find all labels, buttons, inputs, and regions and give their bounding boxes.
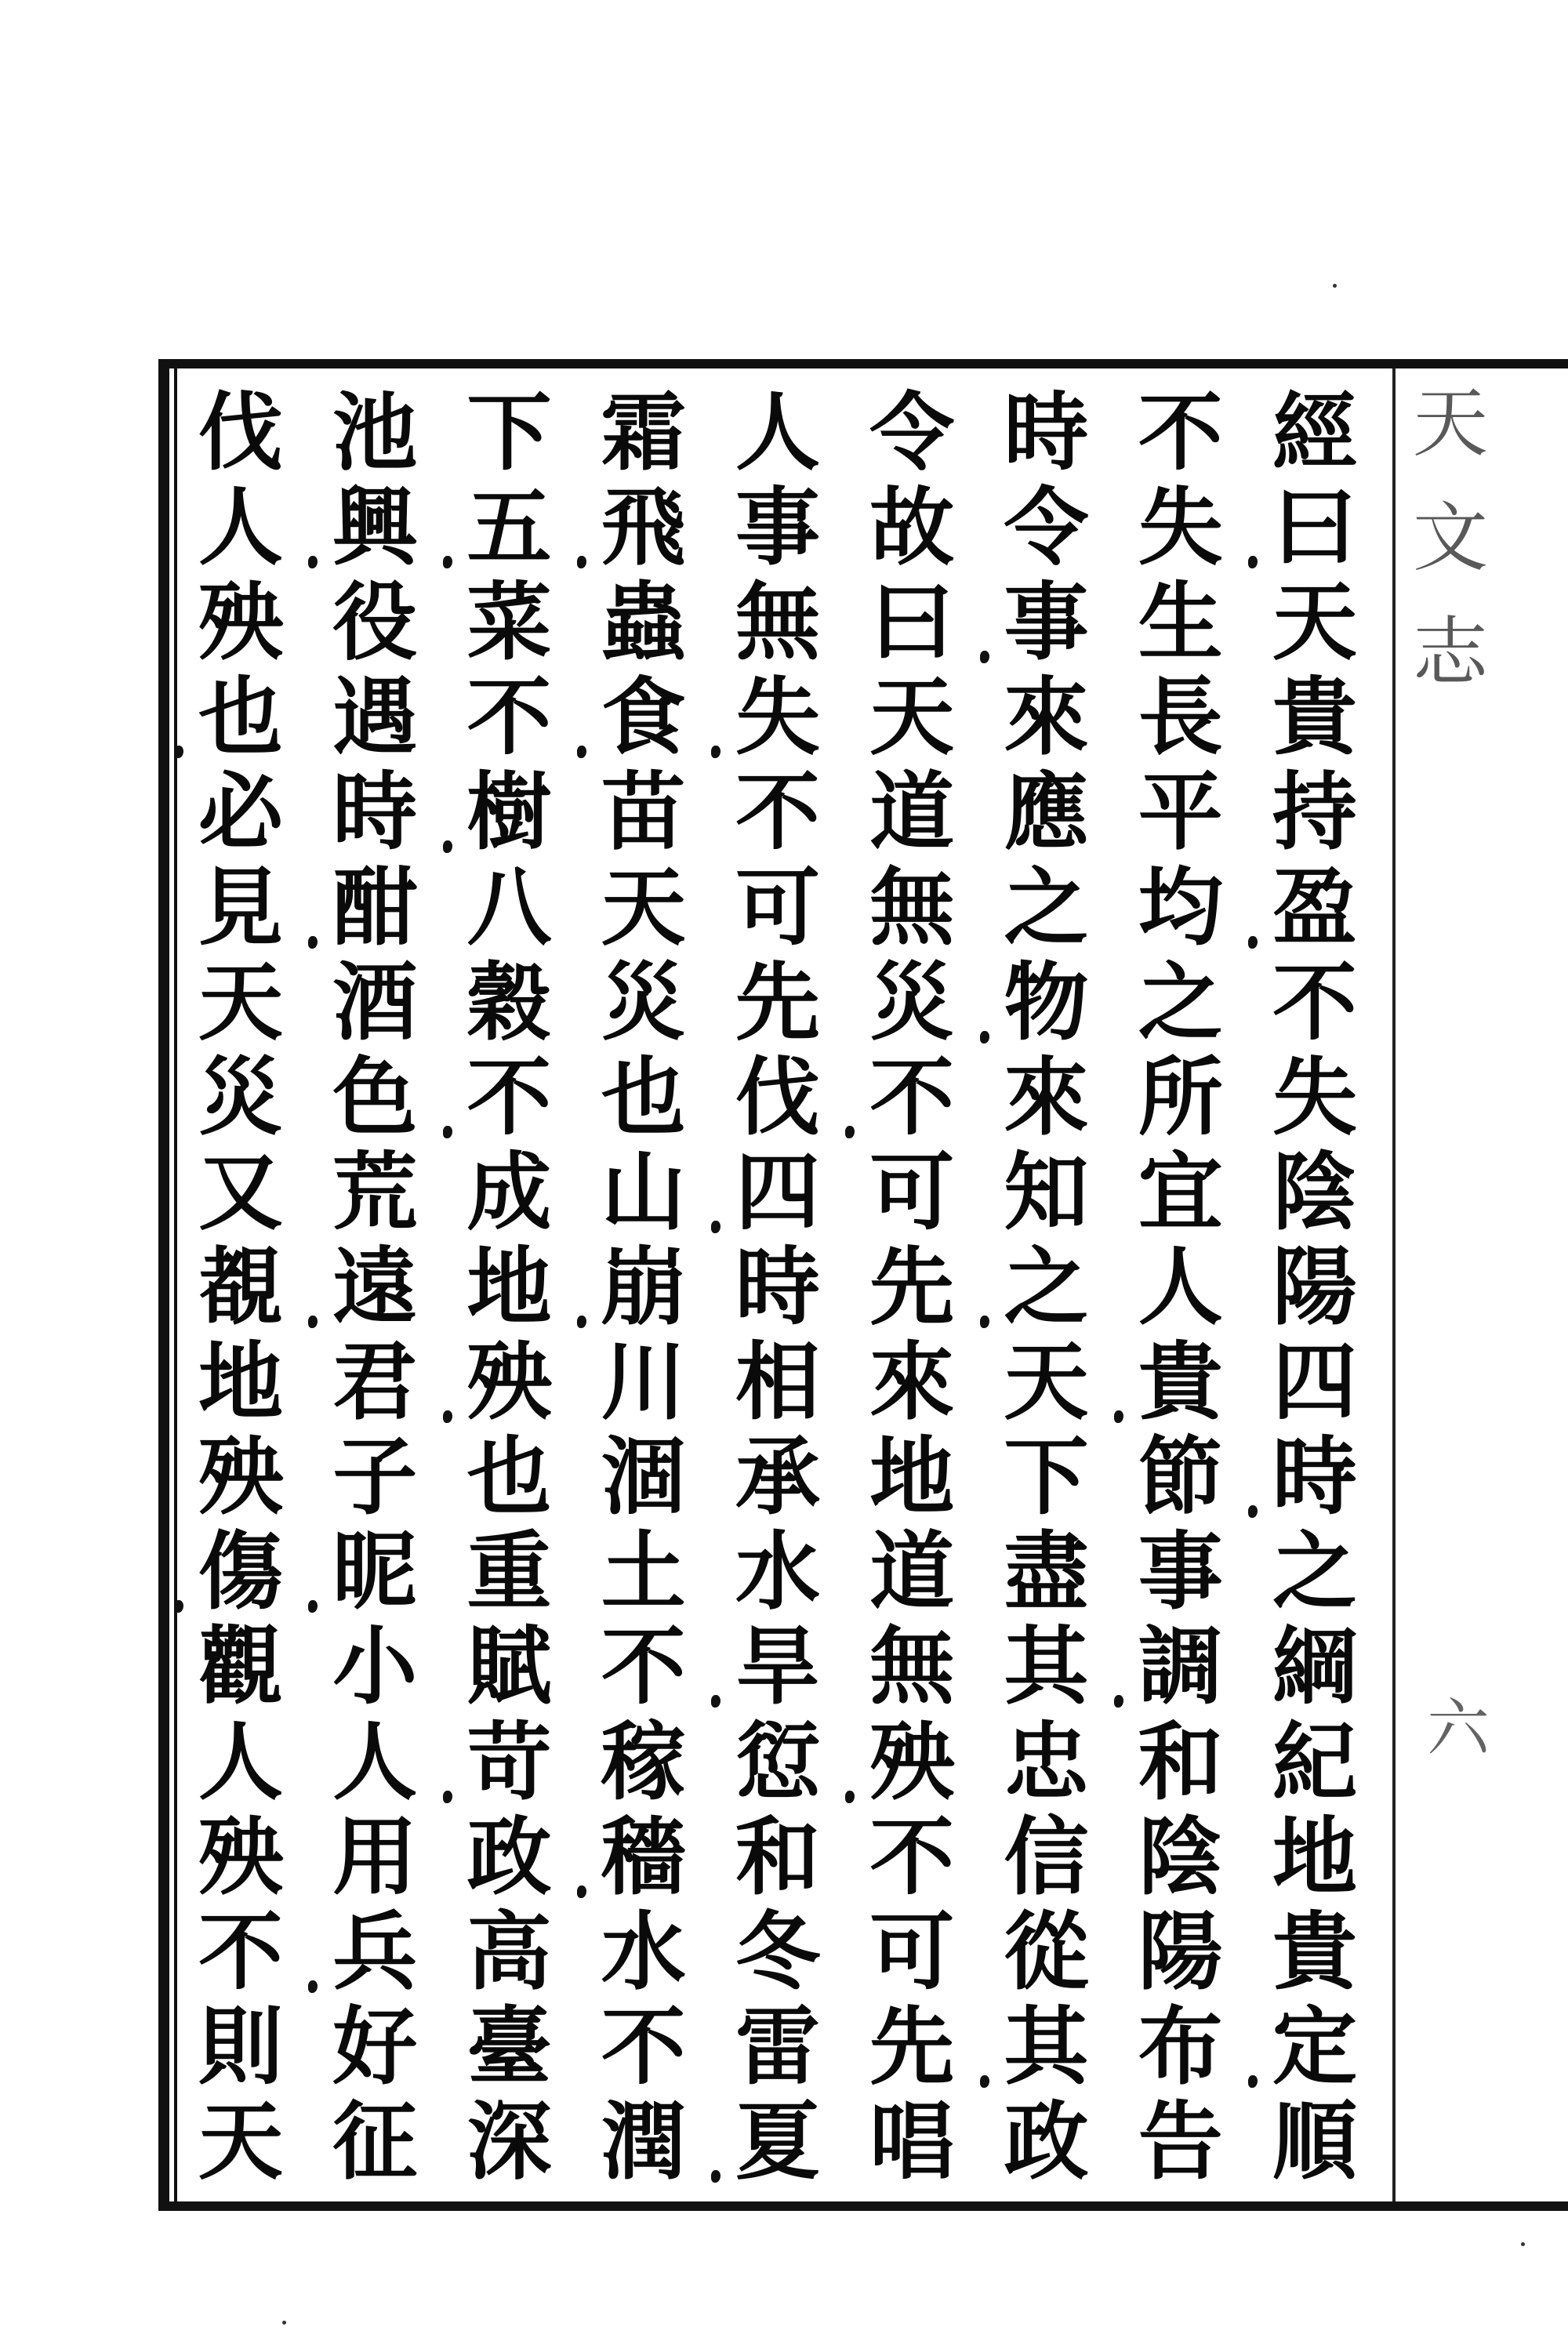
text-char: 時: [1004, 383, 1089, 482]
margin-title-char: 文: [1413, 494, 1488, 582]
reading-mark-dot: [443, 1410, 452, 1423]
folio-number: 六: [1427, 1692, 1490, 1765]
text-char: 失: [1138, 478, 1223, 578]
reading-mark-dot: [711, 1695, 720, 1708]
reading-mark-dot: [443, 1126, 452, 1138]
reading-mark-dot: [845, 1126, 855, 1138]
text-char: 臺: [466, 1997, 552, 2096]
reading-mark-dot: [711, 746, 720, 758]
reading-mark-dot: [308, 556, 318, 568]
frame-bottom-border: [158, 2201, 1568, 2211]
text-char: 殃: [198, 573, 283, 673]
text-char: 失: [719, 670, 837, 764]
text-char: 好: [332, 1997, 418, 2096]
text-char: 時: [332, 763, 418, 862]
text-char: 君: [332, 1333, 418, 1432]
text-char: 事: [988, 575, 1105, 670]
text-char: 子: [332, 1428, 418, 1527]
text-char: 事: [735, 478, 820, 578]
text-char: 無: [735, 573, 820, 673]
text-char: 綱: [1272, 1617, 1357, 1717]
text-char: 涸: [601, 1428, 686, 1527]
text-char: 先: [735, 953, 820, 1052]
text-char: 兵: [316, 1905, 434, 1999]
text-char: 從: [1004, 1902, 1089, 2002]
text-char: 道: [869, 763, 955, 862]
text-char: 唱: [869, 2092, 955, 2191]
text-char: 樹: [451, 765, 568, 859]
text-char: 四: [1272, 1333, 1357, 1432]
text-char: 貴: [1272, 1902, 1357, 2002]
text-char: 曰: [869, 573, 955, 673]
text-char: 陽: [1138, 1902, 1223, 2002]
text-char: 紀: [1272, 1712, 1357, 1812]
text-char: 故: [869, 478, 955, 578]
text-char: 來: [1004, 1047, 1089, 1147]
text-char: 其: [988, 2000, 1105, 2094]
text-char: 節: [1138, 1428, 1223, 1527]
text-char: 災: [869, 953, 955, 1052]
text-char: 陰: [1272, 1142, 1357, 1242]
ink-speck: [282, 2321, 286, 2325]
text-char: 覩: [198, 1237, 283, 1337]
text-char: 四: [719, 1145, 837, 1240]
text-char: 應: [1004, 763, 1089, 862]
text-char: 水: [601, 1902, 686, 2002]
reading-mark-dot: [980, 651, 989, 663]
text-char: 色: [332, 1047, 418, 1147]
text-char: 曰: [1256, 481, 1374, 575]
text-char: 穀: [466, 953, 552, 1052]
text-column: [585, 383, 702, 2191]
reading-mark-dot: [1248, 936, 1258, 949]
text-char: 下: [466, 383, 552, 482]
text-char: 見: [198, 858, 283, 957]
text-char: 不: [466, 668, 552, 768]
text-char: 之: [1004, 858, 1089, 957]
text-char: 潤: [601, 2092, 686, 2191]
text-char: 宜: [1138, 1142, 1223, 1242]
text-char: 冬: [735, 1902, 820, 2002]
text-char: 之: [1272, 1523, 1357, 1622]
text-char: 來: [1004, 668, 1089, 768]
text-char: 人: [198, 1712, 283, 1812]
text-char: 天: [869, 668, 955, 768]
text-char: 告: [1138, 2092, 1223, 2191]
text-char: 則: [198, 1997, 283, 2096]
reading-mark-dot: [1248, 1505, 1258, 1518]
text-char: 均: [1138, 858, 1223, 957]
text-char: 可: [735, 858, 820, 957]
text-char: 不: [198, 1902, 283, 2002]
text-char: 可: [869, 1142, 955, 1242]
ink-speck: [1521, 2242, 1525, 2246]
text-char: 不: [601, 1617, 686, 1717]
text-char: 蟲: [601, 573, 686, 673]
reading-mark-dot: [577, 746, 586, 758]
text-char: 征: [332, 2092, 418, 2191]
text-column: [451, 383, 568, 2191]
text-char: 布: [1138, 1997, 1223, 2096]
text-column: [182, 383, 299, 2191]
reading-mark-dot: [711, 2170, 720, 2183]
text-char: 興: [316, 481, 434, 575]
text-column: [988, 383, 1105, 2191]
reading-mark-dot: [1248, 2075, 1258, 2088]
reading-mark-dot: [980, 1316, 989, 1328]
margin-title-char: 志: [1413, 608, 1488, 696]
text-char: 先: [869, 1997, 955, 2096]
text-char: 陰: [1138, 1807, 1223, 1907]
text-char: 盈: [1256, 861, 1374, 955]
text-char: 無: [869, 858, 955, 957]
text-char: 天: [601, 858, 686, 957]
reading-mark-dot: [1114, 1695, 1123, 1708]
text-char: 地: [198, 1333, 283, 1432]
text-char: 必: [198, 763, 283, 862]
frame-left-inner-line: [174, 368, 177, 2201]
text-char: 持: [1272, 763, 1357, 862]
text-char: 不: [869, 1807, 955, 1907]
text-char: 稼: [601, 1712, 686, 1812]
text-char: 也: [466, 1428, 552, 1527]
text-char: 長: [1138, 668, 1223, 768]
text-char: 來: [869, 1333, 955, 1432]
text-column: [853, 383, 971, 2191]
text-char: 忠: [1004, 1712, 1089, 1812]
reading-mark-dot: [174, 1600, 183, 1613]
reading-mark-dot: [577, 556, 586, 568]
text-char: 經: [1272, 383, 1357, 482]
text-char: 川: [601, 1333, 686, 1432]
text-char: 用: [332, 1807, 418, 1907]
reading-mark-dot: [711, 1221, 720, 1233]
text-char: 殃: [198, 1428, 283, 1527]
reading-mark-dot: [1114, 1410, 1123, 1423]
text-char: 人: [1138, 1237, 1223, 1337]
text-char: 地: [869, 1428, 955, 1527]
text-char: 災: [601, 953, 686, 1052]
text-char: 人: [332, 1712, 418, 1812]
text-char: 物: [988, 956, 1105, 1050]
text-char: 不: [601, 1997, 686, 2096]
text-char: 小: [332, 1617, 418, 1717]
text-char: 愆: [735, 1712, 820, 1812]
text-char: 盡: [1004, 1523, 1089, 1622]
text-char: 苛: [451, 1715, 568, 1809]
text-char: 水: [735, 1523, 820, 1622]
text-char: 下: [1004, 1428, 1089, 1527]
text-char: 不: [1138, 383, 1223, 482]
text-char: 信: [1004, 1807, 1089, 1907]
text-char: 順: [1272, 2092, 1357, 2191]
text-char: 崩: [585, 1240, 702, 1334]
text-char: 和: [735, 1807, 820, 1907]
text-char: 道: [869, 1523, 955, 1622]
reading-mark-dot: [308, 1316, 318, 1328]
text-char: 也: [601, 1047, 686, 1147]
reading-mark-dot: [980, 1031, 989, 1044]
text-char: 生: [1138, 573, 1223, 673]
text-char: 天: [1004, 1333, 1089, 1432]
frame-left-border: [158, 359, 169, 2211]
reading-mark-dot: [308, 1980, 318, 1993]
text-char: 又: [198, 1142, 283, 1242]
text-char: 荒: [332, 1142, 418, 1242]
text-char: 相: [735, 1333, 820, 1432]
text-char: 雷: [735, 1997, 820, 2096]
text-char: 人: [735, 383, 820, 482]
text-char: 池: [332, 383, 418, 482]
text-char: 災: [198, 1047, 283, 1147]
text-char: 知: [1004, 1142, 1089, 1242]
reading-mark-dot: [443, 556, 452, 568]
reading-mark-dot: [577, 1316, 586, 1328]
text-char: 定: [1256, 2000, 1374, 2094]
reading-mark-dot: [980, 2075, 989, 2088]
text-char: 伐: [735, 1047, 820, 1147]
text-char: 天: [198, 2092, 283, 2191]
text-char: 可: [869, 1902, 955, 2002]
text-char: 昵: [316, 1525, 434, 1619]
text-char: 之: [1138, 953, 1223, 1052]
text-char: 酣: [316, 861, 434, 955]
text-char: 之: [988, 1240, 1105, 1334]
text-char: 不: [735, 763, 820, 862]
frame-right-line: [1392, 368, 1396, 2201]
text-char: 傷: [182, 1525, 299, 1619]
reading-mark-dot: [308, 1600, 318, 1613]
reading-mark-dot: [174, 746, 183, 758]
margin-title-char: 天: [1413, 379, 1488, 467]
reading-mark-dot: [443, 840, 452, 853]
reading-mark-dot: [577, 1886, 586, 1898]
text-char: 所: [1138, 1047, 1223, 1147]
reading-mark-dot: [845, 1791, 855, 1803]
text-column: [1256, 383, 1374, 2191]
text-char: 其: [1004, 1617, 1089, 1717]
ink-speck: [1333, 284, 1337, 288]
text-char: 也: [182, 670, 299, 764]
text-char: 食: [585, 670, 702, 764]
text-char: 穡: [585, 1810, 702, 1904]
text-char: 不: [1272, 953, 1357, 1052]
text-char: 地: [466, 1237, 552, 1337]
text-char: 伐: [198, 383, 283, 482]
text-char: 陽: [1272, 1237, 1357, 1337]
text-char: 重: [466, 1523, 552, 1622]
reading-mark-dot: [443, 1791, 452, 1803]
text-char: 苗: [601, 763, 686, 862]
text-char: 貴: [1272, 668, 1357, 768]
text-char: 山: [601, 1142, 686, 1242]
text-char: 八: [466, 858, 552, 957]
reading-mark-dot: [308, 936, 318, 949]
text-char: 不: [853, 1051, 971, 1145]
reading-mark-dot: [1248, 556, 1258, 568]
text-char: 旱: [719, 1620, 837, 1714]
text-char: 飛: [585, 481, 702, 575]
text-char: 令: [1004, 478, 1089, 578]
text-char: 五: [451, 481, 568, 575]
text-char: 殃: [853, 1715, 971, 1809]
text-char: 土: [601, 1523, 686, 1622]
text-char: 失: [1272, 1047, 1357, 1147]
text-char: 夏: [719, 2095, 837, 2189]
text-column: [1122, 383, 1240, 2191]
text-char: 遠: [316, 1240, 434, 1334]
text-columns: [182, 383, 1374, 2191]
text-char: 遇: [332, 668, 418, 768]
text-char: 時: [1256, 1430, 1374, 1524]
text-char: 賦: [466, 1617, 552, 1717]
text-char: 令: [869, 383, 955, 482]
text-char: 無: [869, 1617, 955, 1717]
text-char: 殃: [198, 1807, 283, 1907]
text-char: 天: [1272, 573, 1357, 673]
text-char: 人: [198, 478, 283, 578]
text-char: 事: [1138, 1523, 1223, 1622]
text-char: 霜: [601, 383, 686, 482]
text-char: 高: [466, 1902, 552, 2002]
text-column: [316, 383, 434, 2191]
text-char: 地: [1272, 1807, 1357, 1907]
text-char: 天: [198, 953, 283, 1052]
text-char: 承: [735, 1428, 820, 1527]
text-char: 時: [735, 1237, 820, 1337]
text-char: 菜: [466, 573, 552, 673]
text-char: 政: [466, 1807, 552, 1907]
text-char: 役: [332, 573, 418, 673]
text-char: 政: [1004, 2092, 1089, 2191]
text-char: 貴: [1122, 1335, 1240, 1429]
text-char: 觀: [198, 1617, 283, 1717]
text-char: 調: [1122, 1620, 1240, 1714]
text-char: 殃: [451, 1335, 568, 1429]
text-char: 和: [1138, 1712, 1223, 1812]
text-char: 先: [869, 1237, 955, 1337]
text-char: 成: [466, 1142, 552, 1242]
frame-top-border: [158, 359, 1568, 368]
text-column: [719, 383, 837, 2191]
text-char: 平: [1138, 763, 1223, 862]
text-char: 深: [466, 2092, 552, 2191]
text-char: 酒: [332, 953, 418, 1052]
text-char: 不: [451, 1051, 568, 1145]
margin-title-strip: [1403, 379, 1497, 855]
